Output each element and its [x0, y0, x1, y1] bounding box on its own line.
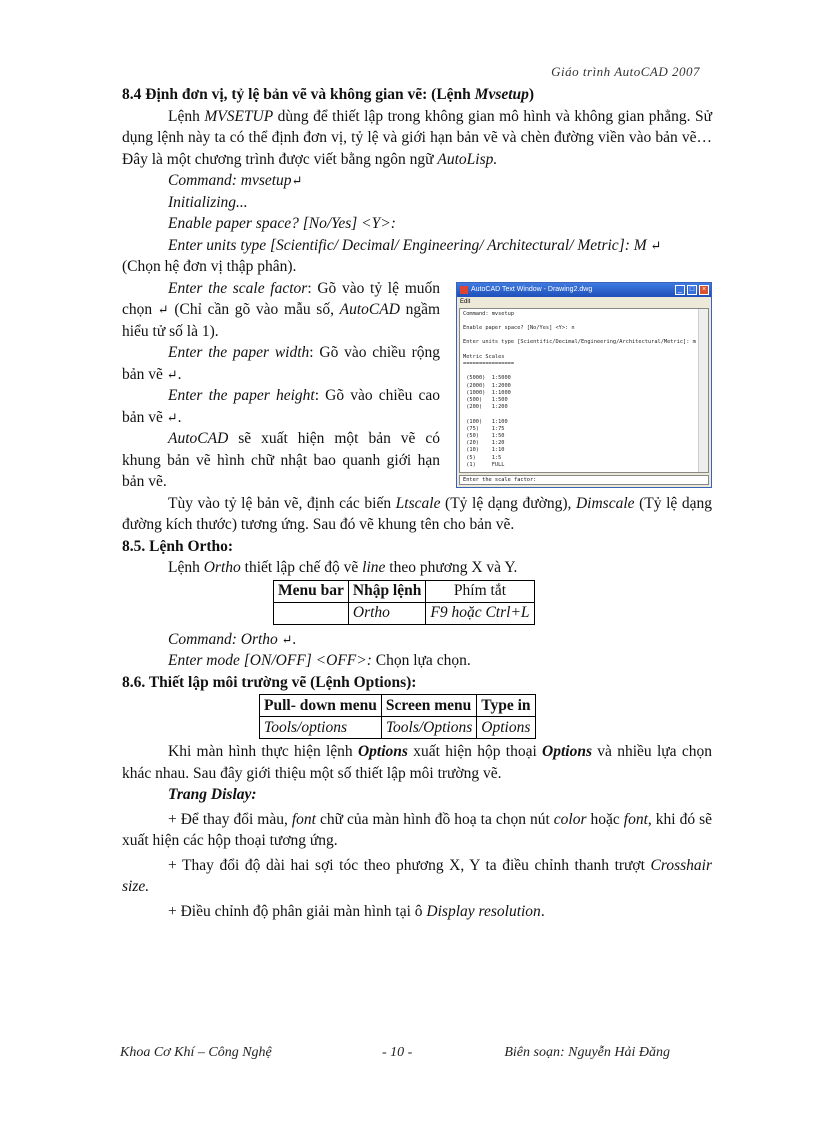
ortho-description: Lệnh Ortho thiết lập chế độ vẽ line theo phương X và Y. — [168, 559, 518, 576]
table-header-row — [260, 695, 536, 717]
enter-key-icon: ↵ — [157, 302, 169, 317]
table-row — [274, 602, 535, 624]
page-content — [122, 84, 712, 922]
autocad-app-icon — [460, 286, 468, 294]
mvsetup-intro-paragraph: Lệnh MVSETUP dùng để thiết lập trong không gian mô hình và không gian phẳng. Sử dụng lệnh này ta có thể định đơn vị, tỷ lệ và giới hạn bản vẽ và chèn đường viền vào bản vẽ… Đây là một chương trình được viết bằng ngôn ngữ AutoLisp. — [122, 107, 712, 168]
ortho-command-line: Command: Ortho ↵. — [168, 630, 297, 648]
table-header-row — [274, 580, 535, 602]
enter-key-icon: ↵ — [650, 237, 662, 253]
table-header-cell: Pull- down menu — [260, 695, 382, 717]
footer-author: Biên soạn: Nguyễn Hải Đăng — [504, 1045, 670, 1060]
enter-key-icon: ↵ — [281, 631, 293, 647]
enter-key-icon: ↵ — [291, 173, 303, 188]
table-header-cell: Type in — [477, 695, 535, 717]
table-cell: Tools/Options — [381, 717, 476, 739]
maximize-icon: □ — [687, 285, 697, 295]
command-line-3: Enable paper space? [No/Yes] <Y>: — [168, 215, 396, 232]
paper-height-step: Enter the paper height: Gõ vào chiều cao bản vẽ ↵. — [122, 387, 440, 426]
options-intro-paragraph: Khi màn hình thực hiện lệnh Options xuất hiện hộp thoại Options và nhiều lựa chọn khác nhau. Sau đây giới thiệu một số thiết lập môi trường vẽ. — [122, 743, 712, 782]
ortho-mode-line: Enter mode [ON/OFF] <OFF>: Chọn lựa chọn. — [168, 652, 471, 669]
table-row — [260, 717, 536, 739]
command-line-1: Command: mvsetup↵ — [168, 172, 303, 189]
display-bullet-crosshair: + Thay đổi độ dài hai sợi tóc theo phương X, Y ta điều chỉnh thanh trượt Crosshair size. — [122, 856, 712, 895]
options-command-table — [259, 694, 536, 739]
display-bullet-font-color: + Để thay đổi màu, font chữ của màn hình đồ hoạ ta chọn nút color hoặc font, khi đó sẽ xuất hiện các hộp thoại tương ứng. — [122, 810, 712, 849]
running-header: Giáo trình AutoCAD 2007 — [551, 64, 700, 79]
text-window-scrollbar — [698, 309, 708, 472]
window-title: AutoCAD Text Window - Drawing2.dwg — [471, 285, 593, 293]
text-window-history: Command: mvsetup Enable paper space? [No/Yes] <Y>: n Enter units type [Scientific/Decimal/Engineering/Architectural/Metric]: m Metric Scales ================ (5000) 1:5000 (2000) 1:2000 (1000) 1:1000 (500) 1:500 (200) 1:200 (100) 1:100 (75) 1:75 (50) 1:50 (20) 1:20 (10) 1:10 (5) 1:5 (1) FULL — [459, 308, 709, 473]
scale-factor-step: Enter the scale factor: Gõ vào tỷ lệ muốn chọn ↵ (Chỉ cần gõ vào mẫu số, AutoCAD ngầm hiểu tử số là 1). — [122, 279, 441, 340]
paper-width-step: Enter the paper width: Gõ vào chiều rộng bản vẽ ↵. — [122, 344, 440, 383]
display-tab-subheading: Trang Dislay: — [168, 786, 257, 803]
ltscale-dimscale-paragraph: Tùy vào tỷ lệ bản vẽ, định các biến Ltscale (Tỷ lệ dạng đường), Dimscale (Tỷ lệ dạng đường kích thước) tương ứng. Sau đó vẽ khung tên cho bản vẽ. — [122, 494, 712, 533]
enter-key-icon: ↵ — [166, 409, 178, 425]
footer-page-number: - 10 - — [382, 1045, 413, 1060]
section-8-5-heading: 8.5. Lệnh Ortho: — [122, 537, 234, 555]
table-cell: Options — [477, 717, 535, 739]
table-header-cell: Screen menu — [381, 695, 476, 717]
close-icon: × — [699, 285, 709, 295]
window-titlebar — [457, 283, 711, 297]
ortho-command-table — [273, 580, 535, 625]
table-cell — [274, 602, 349, 624]
table-cell: F9 hoặc Ctrl+L — [426, 602, 534, 624]
command-line-4: Enter units type [Scientific/ Decimal/ Engineering/ Architectural/ Metric]: M ↵ — [168, 236, 662, 254]
page-footer — [120, 1045, 700, 1067]
table-header-cell: Menu bar — [274, 580, 349, 602]
autocad-text-window-screenshot — [456, 282, 712, 488]
table-header-cell: Phím tắt — [426, 580, 534, 602]
command-line-2: Initializing... — [168, 193, 248, 211]
minimize-icon: _ — [675, 285, 685, 295]
display-bullet-resolution: + Điều chỉnh độ phân giải màn hình tại ô Display resolution. — [168, 902, 545, 920]
table-cell: Tools/options — [260, 717, 382, 739]
text-window-command-line: Enter the scale factor: — [459, 475, 709, 485]
footer-department: Khoa Cơ Khí – Công Nghệ — [120, 1045, 272, 1060]
window-menu-edit: Edit — [460, 298, 471, 305]
units-note: (Chọn hệ đơn vị thập phân). — [122, 258, 297, 275]
table-cell: Ortho — [348, 602, 426, 624]
section-8-6-heading: 8.6. Thiết lập môi trường vẽ (Lệnh Options): — [122, 673, 417, 691]
enter-key-icon: ↵ — [166, 366, 178, 382]
table-header-cell: Nhập lệnh — [348, 580, 426, 602]
autocad-frame-note: AutoCAD sẽ xuất hiện một bản vẽ có khung bản vẽ hình chữ nhật bao quanh giới hạn bản vẽ. — [122, 430, 440, 490]
section-8-4-heading: 8.4 Định đơn vị, tỷ lệ bản vẽ và không gian vẽ: (Lệnh Mvsetup) — [122, 86, 535, 103]
